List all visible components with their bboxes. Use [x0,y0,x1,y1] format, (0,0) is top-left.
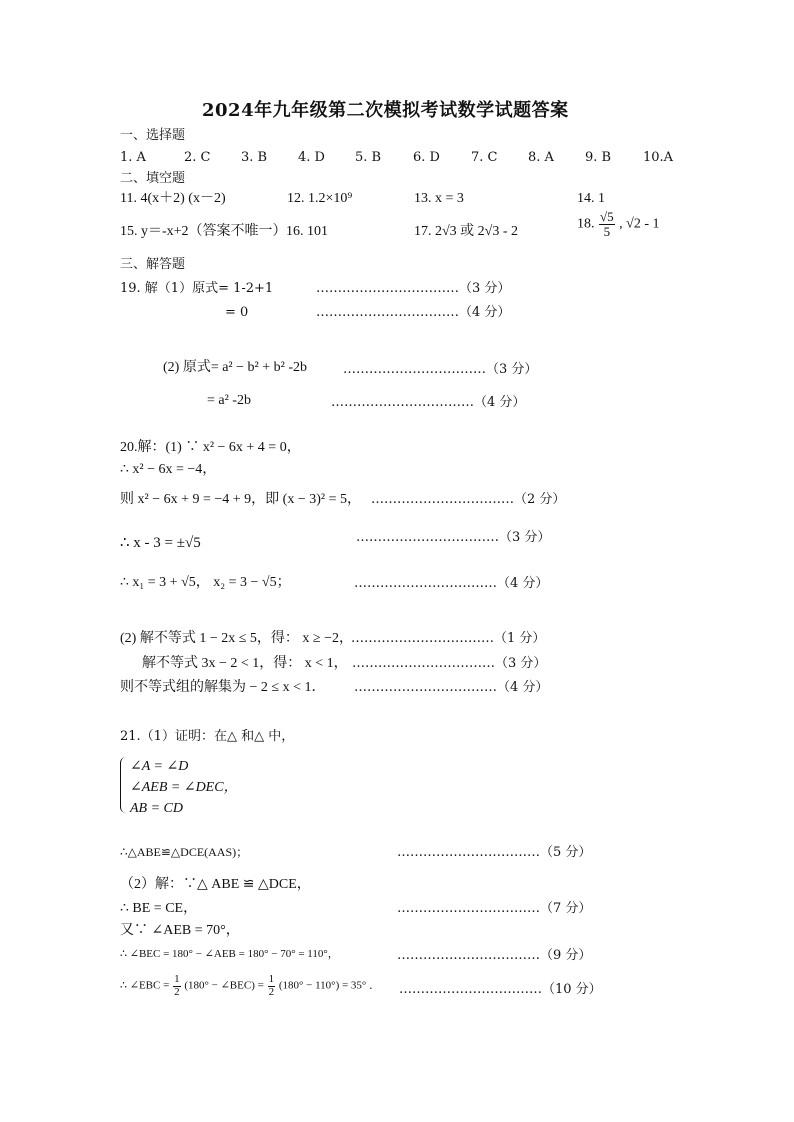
mc-answer: 5. B [355,150,382,165]
q21-line-7-pre: ∴ ∠EBC = [120,979,170,992]
mc-answer: 9. B [585,150,612,165]
q20-line-2: ∴ x² − 6x = −4， [120,462,217,477]
fraction-denominator: 5 [603,223,611,239]
fill-answer-14: 14. 1 [577,191,605,206]
q21-line-7-post: (180° − 110°) = 35° ． [278,979,381,992]
q20-line-4: ∴ x - 3 = ±√5 [120,535,201,551]
fraction-denominator: 2 [174,985,180,998]
mc-answer: 4. D [298,150,325,165]
fill-answer-17: 17. 2√3 或 2√3 - 2 [414,224,519,239]
fill-answer-18-rest: , √2 - 1 [619,216,660,232]
mc-answer: 1. A [120,150,146,165]
page-title: 2024年九年级第二次模拟考试数学试题答案 [202,100,569,121]
fill-answer-12: 12. 1.2×10⁹ [287,191,353,206]
q21-line-6: ∴ ∠BEC = 180° − ∠AEB = 180° − 70° = 110°， [120,948,339,960]
score-marker: ……………………………（10 分） [399,982,602,997]
score-marker: ……………………………（9 分） [397,948,592,963]
score-marker: ……………………………（3 分） [352,656,547,671]
q21-line-3: （2）解：∵△ ABE ≌ △DCE， [120,877,311,892]
q21-brace-line-3: AB = CD [130,801,183,816]
fraction-numerator: √5 [600,209,614,224]
fill-answer-16: 16. 101 [286,224,328,239]
fill-answer-18 [577,210,660,238]
q20-line-1: 20.解：(1) ∵ x² − 6x + 4 = 0， [120,440,301,455]
fill-answer-15: 15. y＝-x+2（答案不唯一） [120,224,287,239]
fraction-one-half [268,974,276,998]
score-marker: ……………………………（3 分） [356,530,551,545]
fraction-root5-over-5 [599,210,615,238]
mc-answer: 3. B [241,150,268,165]
score-marker: ……………………………（4 分） [316,305,511,320]
fraction-numerator: 1 [268,973,275,985]
q21-brace-line-1: ∠A = ∠D [130,759,189,774]
fill-answer-18-label: 18. [577,216,595,232]
q19-line-1: 19. 解（1）原式= 1-2+1 [120,281,274,296]
fill-answer-13: 13. x = 3 [414,191,464,206]
fraction-one-half [173,974,181,998]
mc-answer: 8. A [528,150,554,165]
mc-answer: 10.A [643,150,674,165]
q19-line-4: = a² -2b [207,393,251,408]
q19-line-2: = 0 [225,305,249,320]
fraction-denominator: 2 [268,985,275,998]
q21-line-5: 又∵ ∠AEB = 70°， [120,923,240,938]
q20-line-3: 则 x² − 6x + 9 = −4 + 9，即 (x − 3)² = 5， [120,492,361,507]
q21-line-1: 21.（1）证明：在△ 和△ 中， [120,729,295,744]
score-marker: ……………………………（3 分） [316,281,511,296]
q20-line-8: 则不等式组的解集为 − 2 ≤ x < 1． [120,680,326,695]
score-marker: ……………………………（1 分） [351,631,546,646]
score-marker: ……………………………（4 分） [331,395,526,410]
q21-brace-line-2: ∠AEB = ∠DEC， [130,780,238,795]
q20-line-5: ∴ x₁ = 3 + √5， x₂ = 3 − √5； [120,575,291,590]
q20-line-6: (2) 解不等式 1 − 2x ≤ 5，得： x ≥ −2， [120,631,353,646]
q21-line-7 [120,974,380,998]
score-marker: ……………………………（7 分） [397,901,592,916]
q19-line-3: (2) 原式= a² − b² + b² -2b [163,360,307,375]
mc-answer: 7. C [471,150,498,165]
q20-line-7: 解不等式 3x − 2 < 1，得： x < 1， [142,656,348,671]
score-marker: ……………………………（2 分） [371,492,566,507]
mc-answer: 2. C [184,150,211,165]
fraction-numerator: 1 [174,973,180,985]
score-marker: ……………………………（5 分） [397,845,592,860]
score-marker: ……………………………（4 分） [354,680,549,695]
system-brace [120,757,128,813]
q21-line-4: ∴ BE = CE， [120,901,198,916]
mc-answer: 6. D [413,150,440,165]
score-marker: ……………………………（3 分） [343,362,538,377]
q21-line-7-mid: (180° − ∠BEC) = [184,979,264,992]
section-heading-fill: 二、填空题 [120,171,186,186]
section-heading-choice: 一、选择题 [120,128,186,143]
score-marker: ……………………………（4 分） [354,576,549,591]
fill-answer-11: 11. 4(x＋2) (x－2) [120,191,226,206]
q21-line-2: ∴△ABE≌△DCE(AAS)； [120,845,249,859]
section-heading-solutions: 三、解答题 [120,257,186,272]
